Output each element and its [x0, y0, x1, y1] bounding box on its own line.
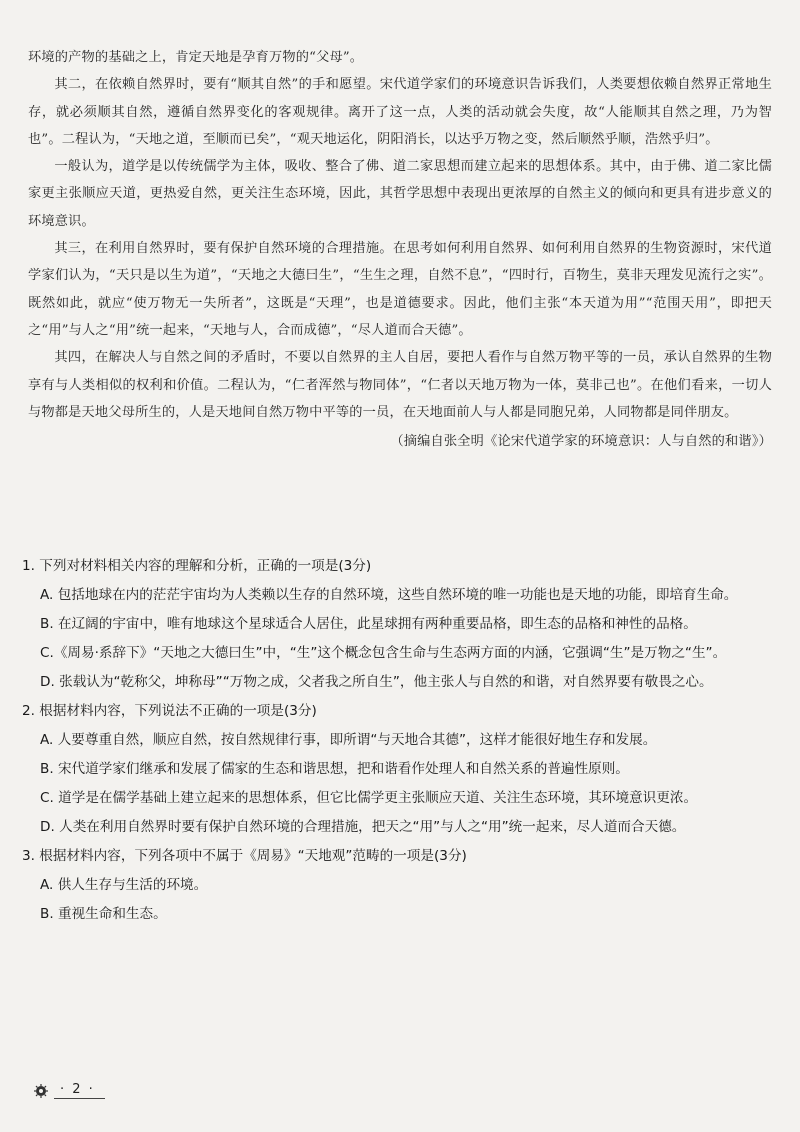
- question-list: [22, 552, 780, 929]
- question-stem: 1. 下列对材料相关内容的理解和分析，正确的一项是(3分): [22, 558, 372, 574]
- passage-paragraph: 环境的产物的基础之上，肯定天地是孕育万物的“父母”。: [28, 50, 364, 65]
- option-a: A. 供人生存与生活的环境。: [40, 877, 208, 893]
- question-stem: 2. 根据材料内容，下列说法不正确的一项是(3分): [22, 703, 317, 719]
- option-d: D. 张载认为“乾称父，坤称母”“万物之成，父者我之所自生”，他主张人与自然的和谐，对自然界要有敬畏之心。: [40, 674, 713, 690]
- question-2: [22, 697, 780, 842]
- option-b: B. 重视生命和生态。: [40, 906, 167, 922]
- passage-paragraph: 其三，在利用自然界时，要有保护自然环境的合理措施。在思考如何利用自然界、如何利用自然界的生物资源时，宋代道学家们认为，“天只是以生为道”，“天地之大德曰生”，“生生之理，自然不息”，“四时行，百物生，莫非天理发见流行之实”。既然如此，就应“使万物无一失所者”，这既是“天理”，也是道德要求。因此，他们主张“本天道为用”“范围天用”，即把天之“用”与人之“用”统一起来，“天地与人，合而成德”，“尽人道而合天德”。: [28, 241, 772, 338]
- option-c: C. 道学是在儒学基础上建立起来的思想体系，但它比儒学更主张顺应天道、关注生态环境，其环境意识更浓。: [40, 790, 698, 806]
- question-3: [22, 842, 780, 929]
- option-a: A. 包括地球在内的茫茫宇宙均为人类赖以生存的自然环境，这些自然环境的唯一功能也是天地的功能，即培育生命。: [40, 587, 738, 603]
- page-number: · 2 ·: [54, 1082, 105, 1099]
- option-b: B. 在辽阔的宇宙中，唯有地球这个星球适合人居住，此星球拥有两种重要品格，即生态的品格和神性的品格。: [40, 616, 697, 632]
- emblem-icon: [34, 1084, 48, 1098]
- passage-paragraph: 一般认为，道学是以传统儒学为主体，吸收、整合了佛、道二家思想而建立起来的思想体系。其中，由于佛、道二家比儒家更主张顺应天道，更热爱自然，更关注生态环境，因此，其哲学思想中表现出更浓厚的自然主义的倾向和更具有进步意义的环境意识。: [28, 159, 772, 229]
- page-footer: [34, 1082, 105, 1099]
- question-stem: 3. 根据材料内容，下列各项中不属于《周易》“天地观”范畴的一项是(3分): [22, 848, 467, 864]
- option-c: C.《周易·系辞下》“天地之大德曰生”中，“生”这个概念包含生命与生态两方面的内涵，它强调“生”是万物之“生”。: [40, 645, 727, 661]
- passage-paragraph: 其二，在依赖自然界时，要有“顺其自然”的手和愿望。宋代道学家们的环境意识告诉我们，人类要想依赖自然界正常地生存，就必须顺其自然，遵循自然界变化的客观规律。离开了这一点，人类的活动就会失度，故“人能顺其自然之理，乃为智也”。二程认为，“天地之道，至顺而已矣”，“观天地运化，阴阳消长，以达乎万物之变，然后顺然乎顺，浩然乎归”。: [28, 77, 772, 147]
- option-d: D. 人类在利用自然界时要有保护自然环境的合理措施，把天之“用”与人之“用”统一起来，尽人道而合天德。: [40, 819, 686, 835]
- passage-paragraph: 其四，在解决人与自然之间的矛盾时，不要以自然界的主人自居，要把人看作与自然万物平等的一员，承认自然界的生物享有与人类相似的权利和价值。二程认为，“仁者浑然与物同体”，“仁者以天地万物为一体，莫非己也”。在他们看来，一切人与物都是天地父母所生的，人是天地间自然万物中平等的一员，在天地面前人与人都是同胞兄弟，人同物都是同伴朋友。: [28, 350, 772, 420]
- option-b: B. 宋代道学家们继承和发展了儒家的生态和谐思想，把和谐看作处理人和自然关系的普遍性原则。: [40, 761, 629, 777]
- question-1: [22, 552, 780, 697]
- reading-passage: [28, 44, 772, 455]
- option-a: A. 人要尊重自然，顺应自然，按自然规律行事，即所谓“与天地合其德”，这样才能很好地生存和发展。: [40, 732, 657, 748]
- passage-source: （摘编自张全明《论宋代道学家的环境意识：人与自然的和谐》）: [390, 434, 772, 450]
